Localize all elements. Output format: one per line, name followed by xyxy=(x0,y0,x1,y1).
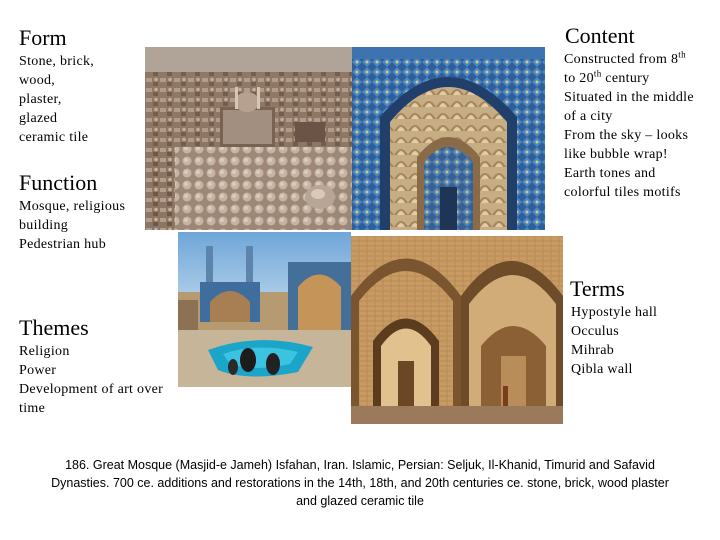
term-item: Qibla wall xyxy=(571,362,633,377)
function-details xyxy=(19,197,149,254)
form-line: plaster, xyxy=(19,92,62,107)
aerial-city-photo-icon xyxy=(145,47,352,230)
content-line-text: century xyxy=(601,71,650,86)
content-details xyxy=(564,50,714,202)
form-heading: Form xyxy=(19,25,67,50)
form-line: Stone, brick, xyxy=(19,54,95,69)
terms-heading: Terms xyxy=(570,276,625,301)
content-line: of a city xyxy=(564,109,613,124)
ordinal-suffix: th xyxy=(678,49,686,60)
term-item: Hypostyle hall xyxy=(571,305,658,320)
term-item: Occulus xyxy=(571,324,619,339)
function-line: Pedestrian hub xyxy=(19,237,107,252)
ordinal-suffix: th xyxy=(593,68,602,79)
content-line: Earth tones and xyxy=(564,166,656,181)
blue-tiled-vault-photo-icon xyxy=(352,47,545,230)
form-line: wood, xyxy=(19,73,56,88)
content-line: Situated in the middle xyxy=(564,90,694,105)
courtyard-photo xyxy=(178,232,351,387)
themes-line: Power xyxy=(19,363,57,378)
function-line: building xyxy=(19,218,69,233)
themes-line: time xyxy=(19,401,46,416)
function-line: Mosque, religious xyxy=(19,199,126,214)
aerial-view-photo xyxy=(145,47,352,230)
content-line-text: Constructed from 8 xyxy=(564,52,679,67)
artwork-caption: 186. Great Mosque (Masjid-e Jameh) Isfahan, Iran. Islamic, Persian: Seljuk, Il-Khanid, Timurid and Safavid Dynasties. 700 ce. additions and restorations in the 14th, 18th, and 20th centuries ce. stone, brick, wood plaster and glazed ceramic tile xyxy=(51,458,669,508)
brick-arch-interior-photo-icon xyxy=(351,236,563,424)
terms-list xyxy=(571,303,711,379)
content-line xyxy=(564,50,714,69)
content-line: colorful tiles motifs xyxy=(564,185,681,200)
function-heading: Function xyxy=(19,170,98,195)
content-heading: Content xyxy=(565,23,635,48)
form-details xyxy=(19,52,144,147)
themes-heading: Themes xyxy=(19,315,89,340)
themes-details xyxy=(19,342,179,418)
content-line-text: to 20 xyxy=(564,71,594,86)
content-line: like bubble wrap! xyxy=(564,147,668,162)
content-line xyxy=(564,69,714,88)
form-line: glazed xyxy=(19,111,58,126)
iwan-muqarnas-photo xyxy=(352,47,545,230)
form-line: ceramic tile xyxy=(19,130,89,145)
courtyard-pool-photo-icon xyxy=(178,232,351,387)
themes-line: Development of art over xyxy=(19,382,164,397)
term-item: Mihrab xyxy=(571,343,615,358)
interior-arches-photo xyxy=(351,236,563,424)
content-line: From the sky – looks xyxy=(564,128,689,143)
themes-line: Religion xyxy=(19,344,70,359)
